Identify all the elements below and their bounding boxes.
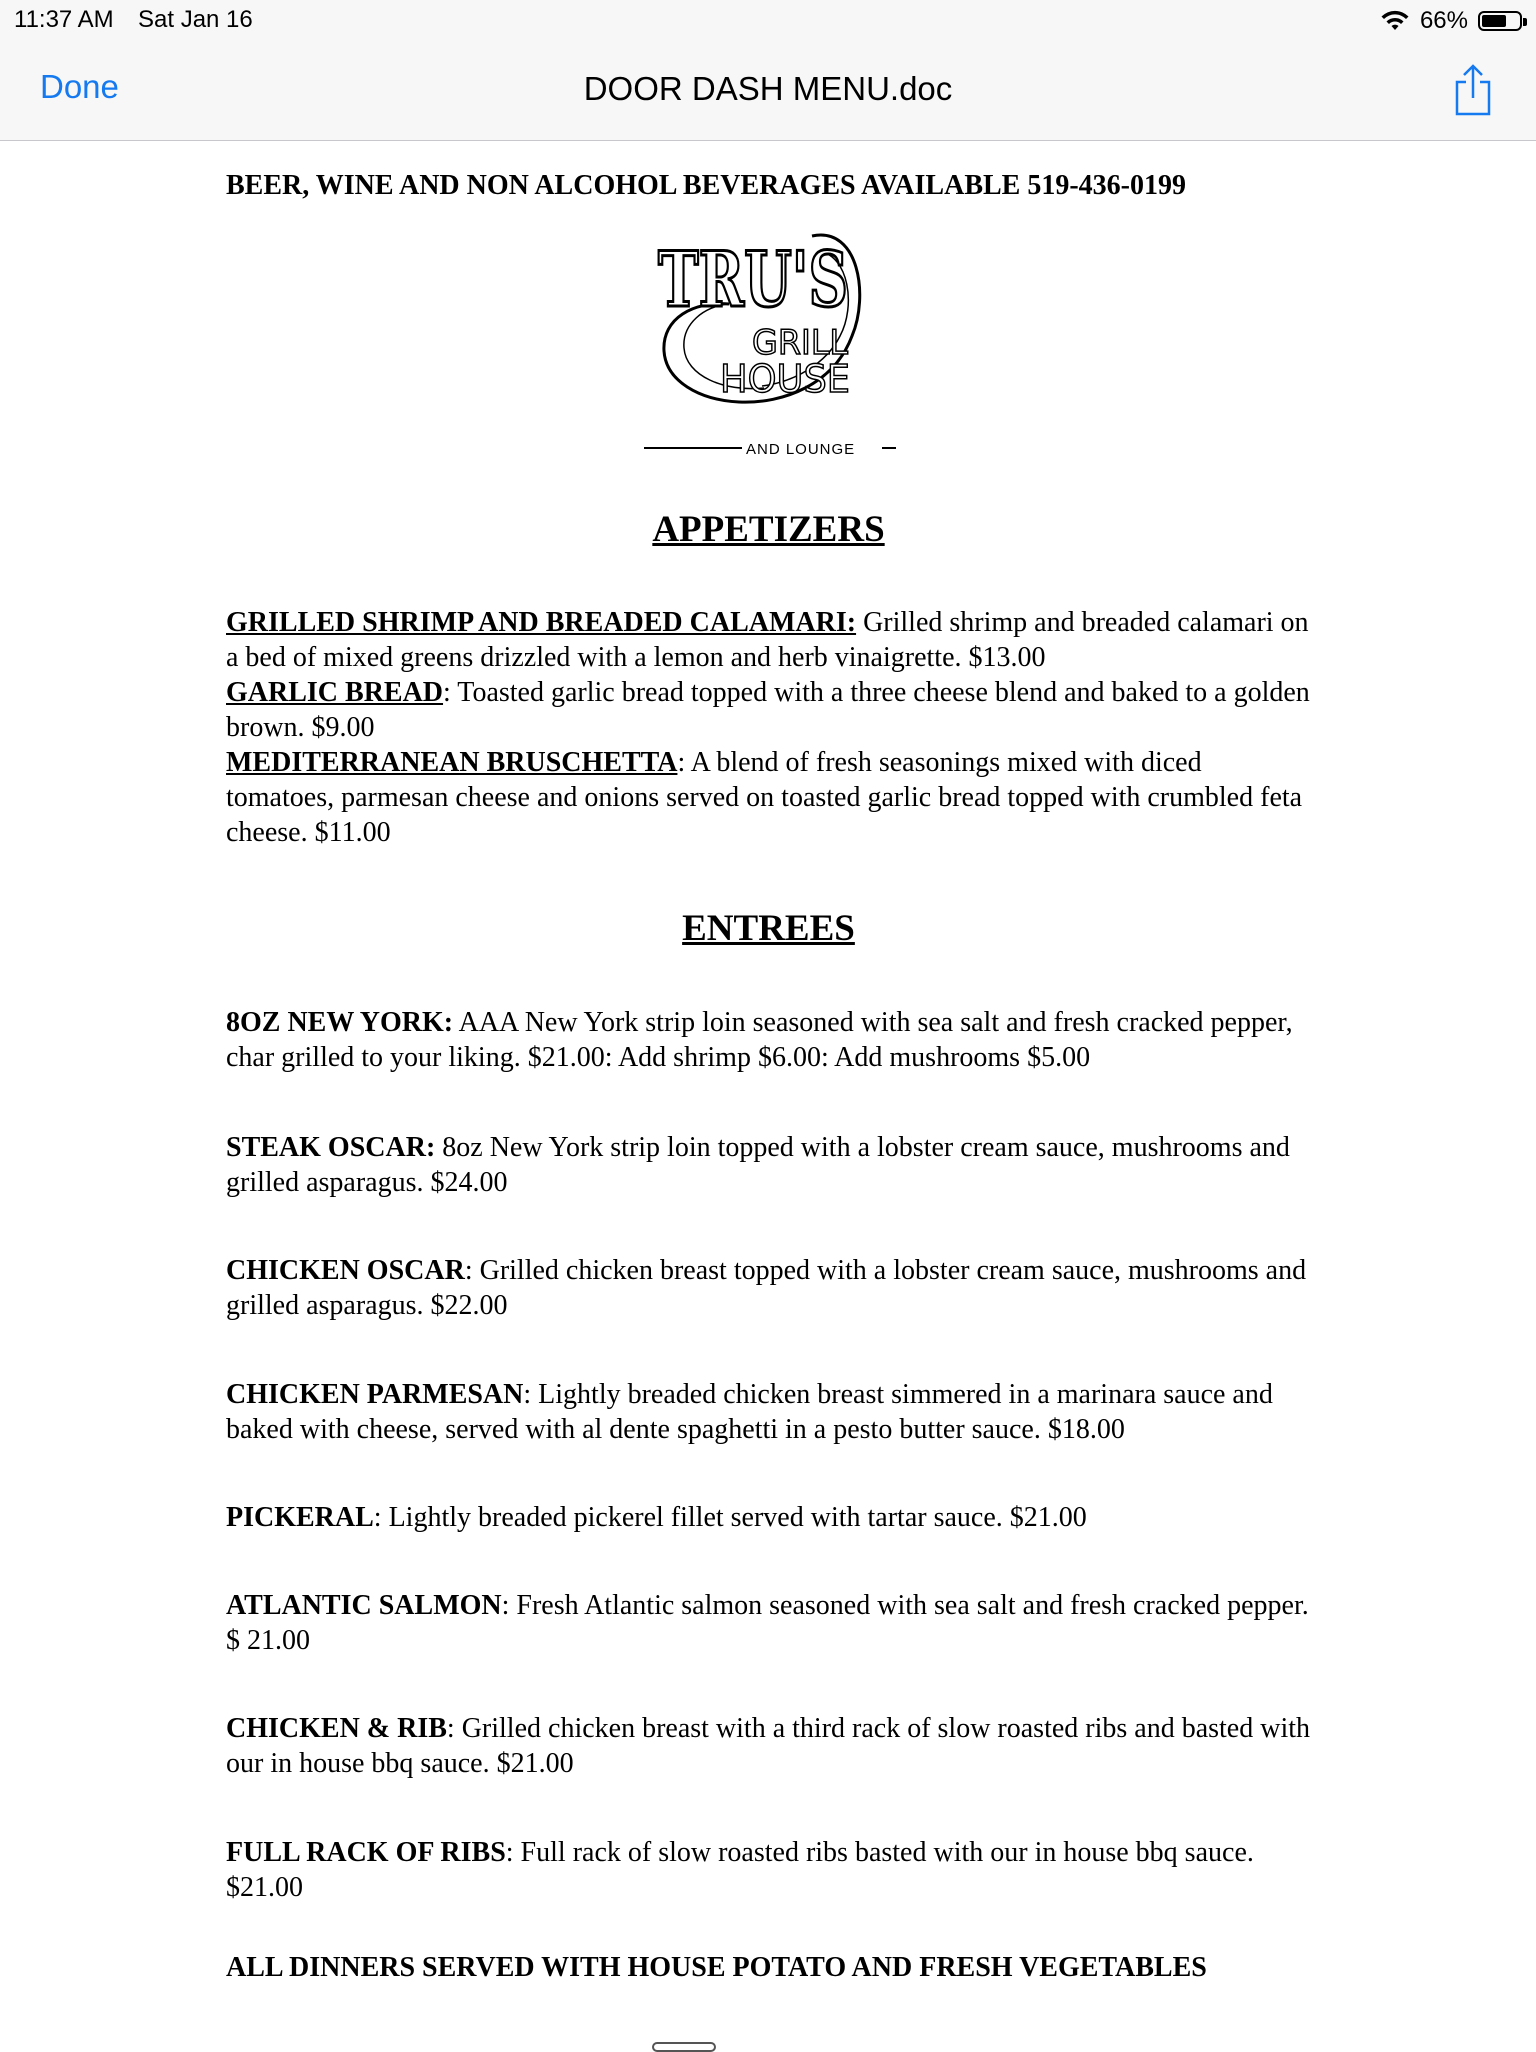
item-description: : Lightly breaded chicken breast simmered in a marinara sauce and baked with cheese, served with al dente spaghetti in a pesto butter sauce. $18.00: [226, 1379, 1273, 1445]
battery-nub: [1523, 18, 1527, 26]
item-description: AAA New York strip loin seasoned with sea salt and fresh cracked pepper, char grilled to your liking. $21.00: Add shrimp $6.00: Add mushrooms $5.00: [226, 1007, 1293, 1073]
battery-icon: [1478, 11, 1522, 31]
item-description: Grilled shrimp and breaded calamari on a bed of mixed greens drizzled with a lemon and herb vinaigrette. $13.00: [226, 607, 1309, 673]
battery-percent: 66%: [1419, 7, 1468, 34]
item-name: PICKERAL: [226, 1502, 374, 1533]
list-item: [226, 1377, 1316, 1447]
item-name: 8OZ NEW YORK:: [226, 1007, 454, 1038]
list-item: [226, 1005, 1316, 1075]
logo-grill: GRILL: [752, 323, 849, 363]
appetizers-heading: APPETIZERS: [652, 509, 885, 550]
list-item: [226, 605, 1316, 675]
item-name: MEDITERRANEAN BRUSCHETTA: [226, 747, 678, 778]
item-name: CHICKEN OSCAR: [226, 1255, 465, 1286]
list-item: [226, 675, 1316, 745]
appetizers-list: [226, 605, 1316, 850]
list-item: [226, 1253, 1316, 1323]
item-description: : Grilled chicken breast topped with a lobster cream sauce, mushrooms and grilled asparagus. $22.00: [226, 1255, 1307, 1321]
document-title: DOOR DASH MENU.doc: [583, 70, 953, 107]
item-name: CHICKEN & RIB: [226, 1713, 447, 1744]
list-item: [226, 1711, 1316, 1781]
item-name: STEAK OSCAR:: [226, 1132, 436, 1163]
trus-grill-house-logo: [644, 206, 924, 466]
item-description: : Toasted garlic bread topped with a three cheese blend and baked to a golden brown. $9.00: [226, 677, 1310, 743]
logo-tagline: AND LOUNGE: [746, 441, 856, 458]
list-item: [226, 745, 1316, 850]
item-description: 8oz New York strip loin topped with a lobster cream sauce, mushrooms and grilled asparagus. $24.00: [226, 1132, 1290, 1198]
item-name: CHICKEN PARMESAN: [226, 1379, 524, 1410]
item-description: : Full rack of slow roasted ribs basted with our in house bbq sauce. $21.00: [226, 1837, 1254, 1903]
item-description: : Fresh Atlantic salmon seasoned with sea salt and fresh cracked pepper. $ 21.00: [226, 1590, 1309, 1656]
done-button[interactable]: Done: [40, 68, 119, 105]
list-item: [226, 1835, 1316, 1905]
wifi-icon: [1380, 9, 1410, 33]
dinners-note: ALL DINNERS SERVED WITH HOUSE POTATO AND FRESH VEGETABLES: [226, 1952, 1207, 1983]
item-name: GARLIC BREAD: [226, 677, 444, 708]
item-name: FULL RACK OF RIBS: [226, 1837, 506, 1868]
item-name: GRILLED SHRIMP AND BREADED CALAMARI:: [226, 607, 857, 638]
status-date: Sat Jan 16: [138, 6, 253, 33]
item-description: : Grilled chicken breast with a third rack of slow roasted ribs and basted with our in house bbq sauce. $21.00: [226, 1713, 1311, 1779]
item-description: : A blend of fresh seasonings mixed with diced tomatoes, parmesan cheese and onions served on toasted garlic bread topped with crumbled feta cheese. $11.00: [226, 747, 1303, 848]
status-bar: [0, 0, 1536, 40]
status-indicators: [1380, 6, 1522, 36]
item-description: : Lightly breaded pickerel fillet served with tartar sauce. $21.00: [373, 1502, 1087, 1533]
scroll-handle[interactable]: [652, 2042, 716, 2052]
status-time: 11:37 AM: [14, 6, 114, 33]
share-icon[interactable]: [1452, 62, 1494, 118]
beverages-notice: BEER, WINE AND NON ALCOHOL BEVERAGES AVAILABLE 519-436-0199: [226, 170, 1186, 201]
document-nav-bar: [0, 40, 1536, 141]
list-item: [226, 1130, 1316, 1200]
entrees-heading: ENTREES: [682, 908, 855, 949]
list-item: [226, 1500, 1316, 1535]
item-name: ATLANTIC SALMON: [226, 1590, 502, 1621]
battery-level-fill: [1482, 15, 1506, 27]
list-item: [226, 1588, 1316, 1658]
logo-house: HOUSE: [720, 357, 850, 401]
logo-name: TRU'S: [658, 235, 848, 324]
